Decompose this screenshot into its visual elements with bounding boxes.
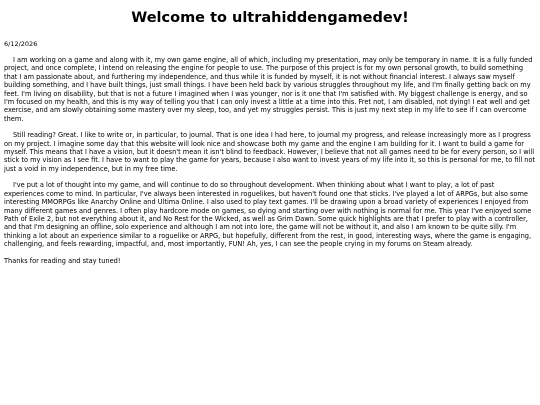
closing-line: Thanks for reading and stay tuned! <box>4 256 121 265</box>
paragraph-intro: I am working on a game and along with it, my own game engine, all of which, including my presentation, may only be temporary in name. It is a fully funded project, and once complete, I intend on releasing the engine for people to use. The purpose of this project is for my own personal growth, to build something that I am passionate about, and furthering my independence, and thus while it is funded by myself, it is not without financial interest. I always saw myself building something, and I have built things, just small things. I have been held back by various struggles throughout my life, and I'm finally getting back on my feet. I'm living on disability, but that is not a future I imagined when I was younger, nor is it one that I'm satisfied with. My biggest challenge is energy, and so I'm focused on my health, and this is my way of telling you that I can only invest a little at a time into this. Fret not, I am disabled, not dying! I eat well and get exercise, and am slowly obtaining some mastery over my sleep, too, and yet my struggles persist. This is just my next step in my life to see if I can overcome them. <box>4 56 533 123</box>
page-title: Welcome to ultrahiddengamedev! <box>131 10 409 26</box>
paragraph-journal: Still reading? Great. I like to write or, in particular, to journal. That is one idea I had here, to journal my progress, and release increasingly more as I progress on my project. I imagine some day that this website will look nice and showcase both my game and the engine I am building for it. I want to build a game for myself. This means that I have a vision, but it doesn't mean it isn't blind to feedback. However, I believe that not all games need to be for every person, so I will stick to my vision as I see fit. I have to want to play the game for years, because I also want to invest years of my life into it, so this is personal for me, to fill not just a void in my independence, but in my free time. <box>4 131 536 173</box>
post-date: 6/12/2026 <box>4 40 38 48</box>
paragraph-game-thoughts: I've put a lot of thought into my game, and will continue to do so throughout development. When thinking about what I want to play, a lot of past experiences come to mind. In particular, I've always been interested in roguelikes, but haven't found one that sticks. I've played a lot of ARPGs, but also some interesting MMORPGs like Anarchy Online and Ultima Online. I also used to play text games. I'll be drawing upon a broad variety of experiences I enjoyed from many different games and genres. I often play hardcore mode on games, so dying and starting over with nothing is normal for me. This year I've enjoyed some Path of Exile 2, but not everything about it, and No Rest for the Wicked, as well as Grim Dawn. Some quick highlights are that I prefer to play with a controller, and that I'm designing an offline, solo experience and although I am not into lore, the game will not be without it, and also I am known to be quite silly. I'm thinking a lot about an experience similar to a roguelike or ARPG, but hopefully, different from the rest, in good, interesting ways, where the game is engaging, challenging, and feels rewarding, impactful, and, most importantly, FUN! Ah, yes, I can see the people crying in my forums on Steam already. <box>4 181 532 249</box>
